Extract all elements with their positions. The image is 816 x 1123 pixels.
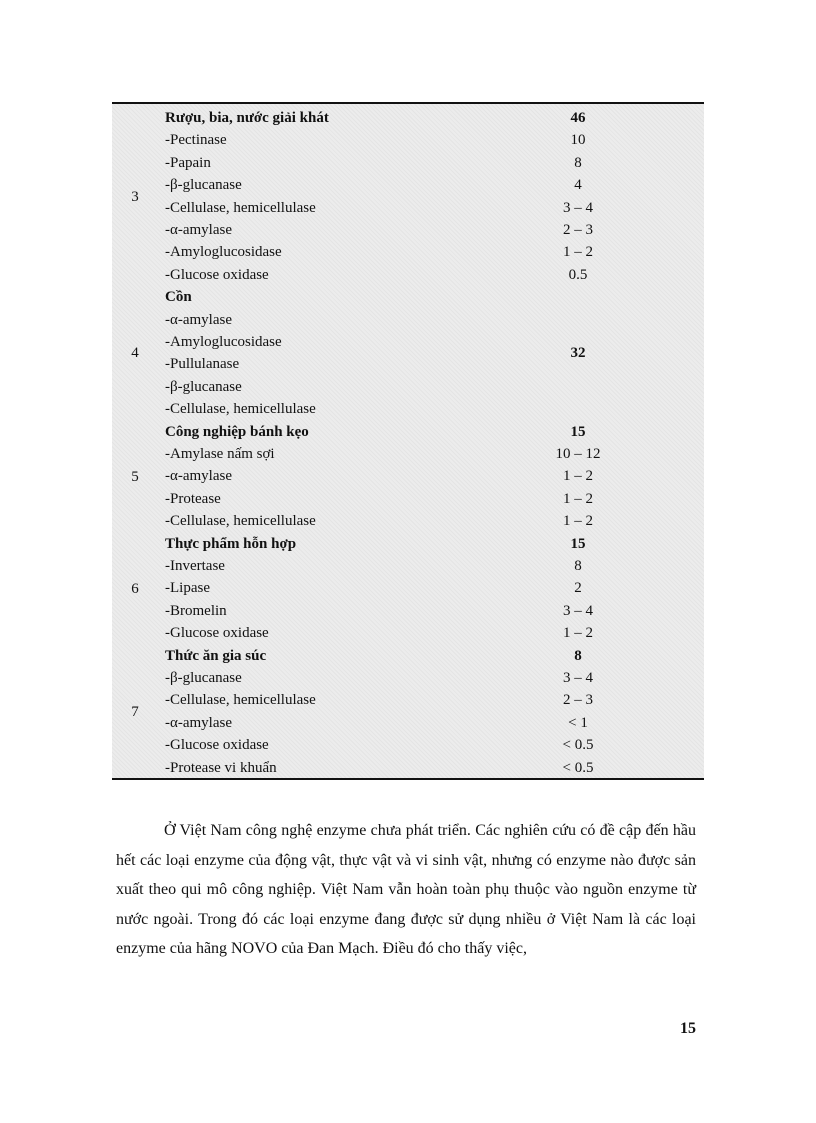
enzyme-name: -Glucose oxidase xyxy=(165,625,269,642)
enzyme-name: -α-amylase xyxy=(165,222,232,238)
enzyme-row xyxy=(112,129,704,151)
group-total: 15 xyxy=(570,423,586,440)
enzyme-name: -Amyloglucosidase xyxy=(165,334,282,350)
enzyme-row xyxy=(112,465,704,487)
enzyme-name: -Glucose oxidase xyxy=(165,737,269,754)
enzyme-name: -Glucose oxidase xyxy=(165,266,269,283)
group-title: Công nghiệp bánh kẹo xyxy=(165,423,309,440)
enzyme-value: 10 – 12 xyxy=(555,446,601,462)
enzyme-row xyxy=(112,264,704,286)
enzyme-value: 3 – 4 xyxy=(563,670,593,686)
group-total: 15 xyxy=(570,535,586,552)
enzyme-name: -Cellulase, hemicellulase xyxy=(165,199,316,216)
enzyme-row xyxy=(112,734,704,756)
enzyme-name: -Papain xyxy=(165,154,211,171)
enzyme-row xyxy=(112,443,704,465)
group-total: 32 xyxy=(570,345,586,362)
page-number: 15 xyxy=(680,1020,696,1037)
enzyme-name: -α-amylase xyxy=(165,714,232,731)
enzyme-row xyxy=(112,757,704,779)
enzyme-value: 2 – 3 xyxy=(563,692,593,709)
enzyme-row xyxy=(112,152,704,174)
enzyme-row xyxy=(112,600,704,622)
enzyme-value: 1 – 2 xyxy=(563,244,593,261)
enzyme-name: -Protease vi khuẩn xyxy=(165,759,277,776)
enzyme-name: -α-amylase xyxy=(165,311,232,328)
enzyme-name: -Pullulanase xyxy=(165,356,240,373)
group-number: 4 xyxy=(131,345,139,362)
enzyme-name: -β-glucanase xyxy=(165,177,242,194)
enzyme-name: -Bromelin xyxy=(165,602,227,619)
enzyme-name: -α-amylase xyxy=(165,468,232,485)
enzyme-name: -β-glucanase xyxy=(165,670,242,686)
enzyme-row xyxy=(112,712,704,734)
enzyme-value: < 0.5 xyxy=(562,737,594,754)
enzyme-row xyxy=(112,488,704,510)
enzyme-value: 1 – 2 xyxy=(563,625,593,642)
enzyme-row xyxy=(112,622,704,644)
group-title: Thức ăn gia súc xyxy=(165,647,267,664)
group-title: Thực phẩm hỗn hợp xyxy=(165,535,297,552)
enzyme-row xyxy=(112,309,704,331)
body-paragraph xyxy=(116,816,696,964)
enzyme-row xyxy=(112,219,704,241)
group-number: 3 xyxy=(131,188,139,205)
group-number: 5 xyxy=(131,468,139,485)
enzyme-value: 10 xyxy=(570,132,586,149)
enzyme-row xyxy=(112,241,704,263)
enzyme-name: -Amylase nấm sợi xyxy=(165,446,275,462)
enzyme-row xyxy=(112,667,704,689)
group-title: Cồn xyxy=(165,289,192,306)
enzyme-name: -Pectinase xyxy=(165,132,227,149)
enzyme-name: -β-glucanase xyxy=(165,378,242,395)
group-title: Rượu, bia, nước giải khát xyxy=(165,110,329,126)
enzyme-value: 1 – 2 xyxy=(563,468,593,485)
enzyme-row xyxy=(112,197,704,219)
enzyme-row xyxy=(112,577,704,599)
group-header-row xyxy=(112,286,704,308)
enzyme-value: 3 – 4 xyxy=(563,602,593,619)
enzyme-value: 2 xyxy=(574,580,582,597)
enzyme-row xyxy=(112,689,704,711)
enzyme-value: 1 – 2 xyxy=(563,513,593,530)
enzyme-value: 8 xyxy=(574,558,582,574)
enzyme-row xyxy=(112,510,704,532)
enzyme-value: 0.5 xyxy=(568,266,588,283)
group-number: 7 xyxy=(131,703,139,720)
enzyme-value: 4 xyxy=(574,177,582,194)
group-number: 6 xyxy=(131,580,139,597)
enzyme-name: -Invertase xyxy=(165,558,225,574)
body-paragraph-text: Ở Việt Nam công nghệ enzyme chưa phát triển. Các nghiên cứu có đề cập đến hầu hết các loại enzyme của động vật, thực vật và vi sinh vật, nhưng có enzyme nào được sản xuất theo qui mô công nghiệp. Việt Nam vẫn hoàn toàn phụ thuộc vào nguồn enzyme từ nước ngoài. Trong đó các loại enzyme đang được sử dụng nhiều ở Việt Nam là các loại enzyme của hãng NOVO của Đan Mạch. Điều đó cho thấy việc, xyxy=(116,822,696,958)
enzyme-value: 1 – 2 xyxy=(563,490,593,507)
enzyme-value: < 0.5 xyxy=(562,759,594,776)
enzyme-value: < 1 xyxy=(568,714,588,731)
enzyme-value: 3 – 4 xyxy=(563,199,593,216)
enzyme-value: 2 – 3 xyxy=(563,222,593,238)
enzyme-row xyxy=(112,376,704,398)
enzyme-value: 8 xyxy=(574,154,582,171)
enzyme-name: -Lipase xyxy=(165,580,210,597)
group-total: 8 xyxy=(574,647,582,664)
enzyme-name: -Amyloglucosidase xyxy=(165,244,282,261)
enzyme-row xyxy=(112,398,704,420)
enzyme-name: -Cellulase, hemicellulase xyxy=(165,513,316,530)
enzyme-row xyxy=(112,555,704,577)
enzyme-name: -Protease xyxy=(165,490,221,507)
enzyme-usage-table xyxy=(112,102,704,780)
enzyme-name: -Cellulase, hemicellulase xyxy=(165,692,316,709)
enzyme-name: -Cellulase, hemicellulase xyxy=(165,401,316,418)
group-total: 46 xyxy=(570,110,586,126)
enzyme-row xyxy=(112,174,704,196)
